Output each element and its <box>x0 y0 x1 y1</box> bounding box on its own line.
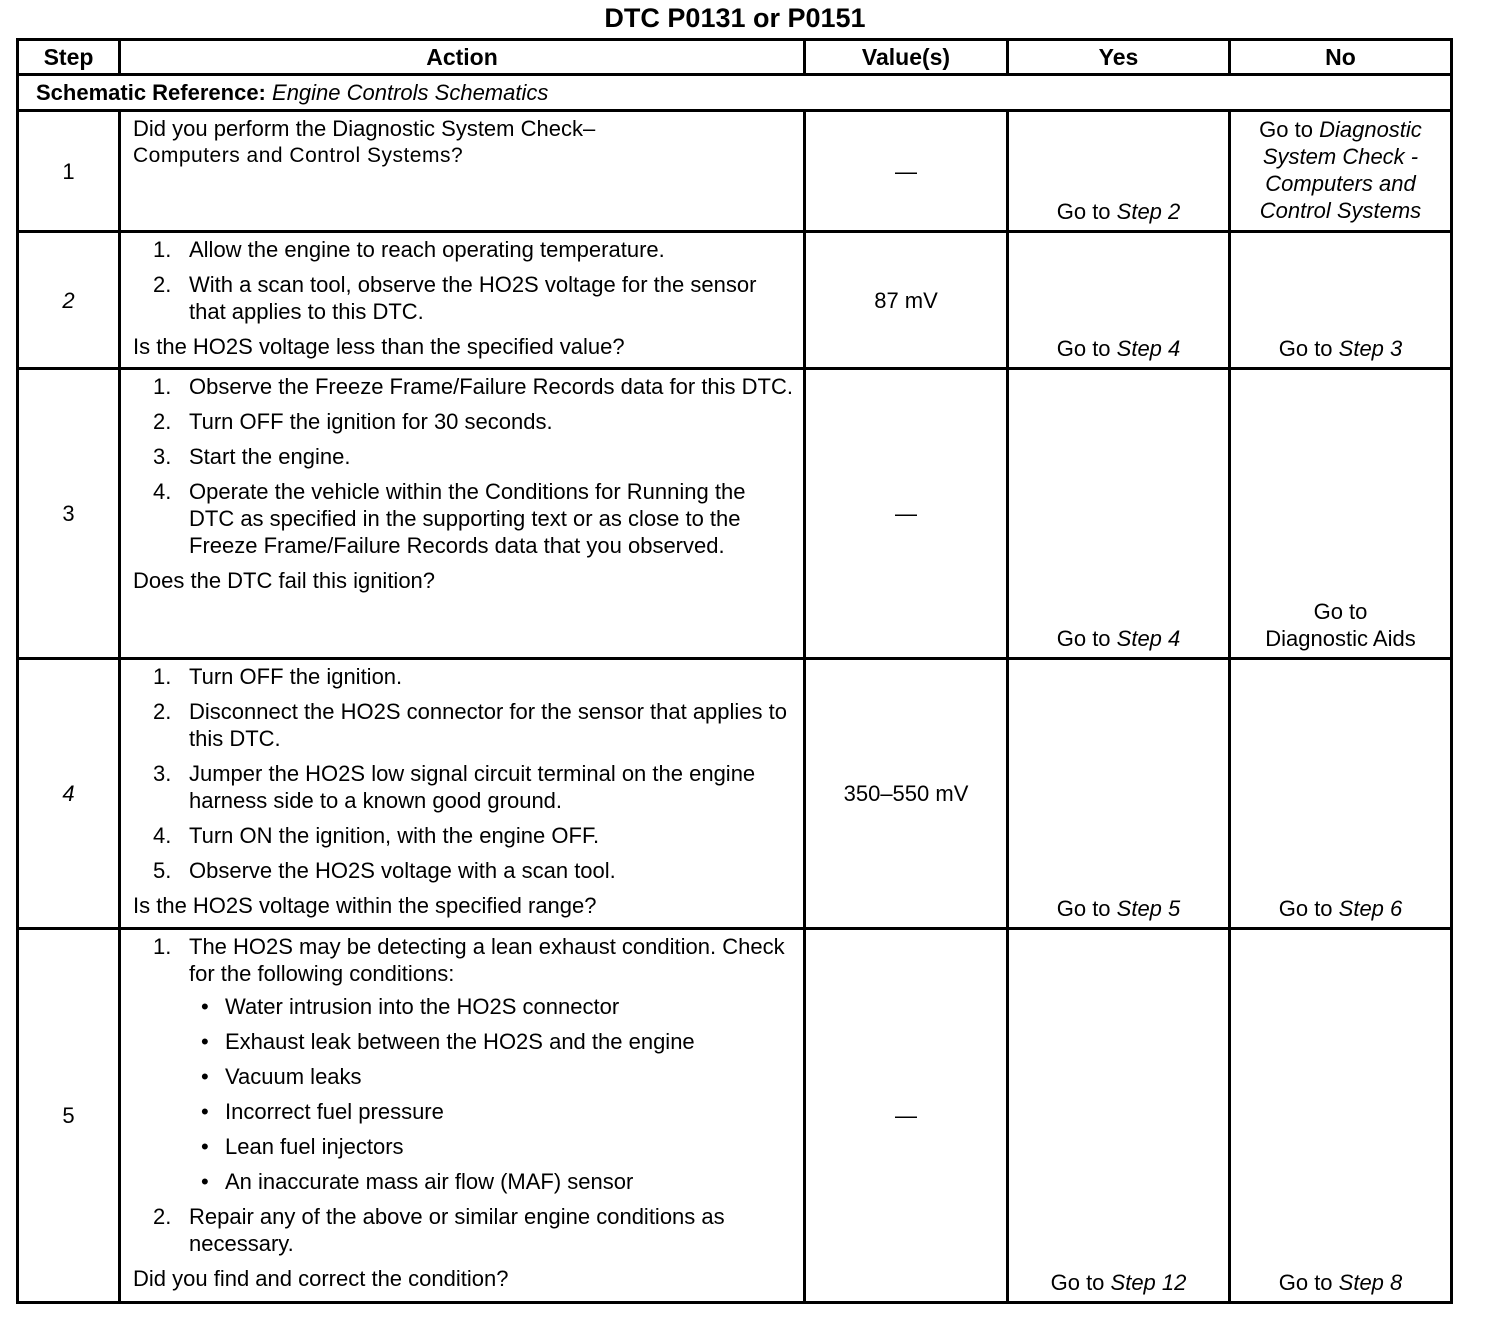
action-question: Does the DTC fail this ignition? <box>133 568 436 593</box>
bullet-item: • Incorrect fuel pressure <box>189 1098 795 1125</box>
yes-prefix: Go to <box>1056 896 1117 921</box>
yes-link[interactable]: Step 4 <box>1116 626 1181 651</box>
action-list <box>133 373 795 559</box>
action-cell <box>120 111 805 232</box>
yes-prefix: Go to <box>1056 626 1117 651</box>
no-link[interactable]: System Check - <box>1262 144 1419 169</box>
list-item: 2. Turn OFF the ignition for 30 seconds. <box>153 409 553 434</box>
step-number: 4 <box>18 659 120 929</box>
no-link[interactable]: Control Systems <box>1259 198 1422 223</box>
no-cell <box>1230 111 1452 232</box>
schematic-reference <box>18 75 1452 111</box>
no-cell <box>1230 659 1452 929</box>
schematic-reference-row <box>18 75 1452 111</box>
no-cell <box>1230 929 1452 1303</box>
list-item: 2. Disconnect the HO2S connector for the sensor that applies to this DTC. <box>153 699 787 751</box>
step-number: 3 <box>18 369 120 659</box>
list-item: 4. Operate the vehicle within the Conditions for Running the DTC as specified in the supporting text or as close to the Freeze Frame/Failure Records data that you observed. <box>153 479 746 558</box>
no-prefix: Go to <box>1259 117 1320 142</box>
step-number: 2 <box>18 232 120 369</box>
action-cell <box>120 929 805 1303</box>
schematic-label: Schematic Reference: <box>36 80 266 105</box>
action-list <box>133 236 795 325</box>
action-text: Did you perform the Diagnostic System Check– <box>133 116 596 141</box>
header-action: Action <box>120 40 805 75</box>
list-item: 3. Start the engine. <box>153 444 351 469</box>
table-header-row <box>18 40 1452 75</box>
list-item: 1. Observe the Freeze Frame/Failure Records data for this DTC. <box>153 374 793 399</box>
no-prefix: Go to <box>1278 896 1339 921</box>
yes-prefix: Go to <box>1050 1270 1111 1295</box>
diagnostic-table <box>16 38 1453 1304</box>
condition-list <box>189 993 795 1195</box>
no-link[interactable]: Computers and <box>1265 171 1416 196</box>
no-cell <box>1230 369 1452 659</box>
no-link[interactable]: Step 8 <box>1338 1270 1403 1295</box>
bullet-item: • Water intrusion into the HO2S connector <box>189 993 795 1020</box>
yes-cell <box>1008 929 1230 1303</box>
bullet-item: • An inaccurate mass air flow (MAF) sensor <box>189 1168 795 1195</box>
yes-link[interactable]: Step 5 <box>1116 896 1181 921</box>
value-cell: 350–550 mV <box>805 659 1008 929</box>
action-text: Computers and Control Systems? <box>133 144 464 167</box>
table-row <box>18 232 1452 369</box>
list-item: 1. Turn OFF the ignition. <box>153 664 403 689</box>
yes-link[interactable]: Step 2 <box>1116 199 1181 224</box>
header-yes: Yes <box>1008 40 1230 75</box>
yes-prefix: Go to <box>1056 336 1117 361</box>
yes-link[interactable]: Step 12 <box>1110 1270 1187 1295</box>
action-question: Is the HO2S voltage less than the specified value? <box>133 334 625 359</box>
list-item: 1. The HO2S may be detecting a lean exhaust condition. Check for the following conditions: • Water intrusion into the HO2S connector • Exhaust leak between the HO2S and the engine • Vacuum leaks • Incorrect fuel pressure • Lean fuel injectors • An inaccurate mass air flow (MAF) sensor <box>133 933 795 1195</box>
action-question: Did you find and correct the condition? <box>133 1266 509 1291</box>
header-values: Value(s) <box>805 40 1008 75</box>
no-link[interactable]: Diagnostic Aids <box>1265 626 1416 651</box>
action-list <box>133 933 795 1257</box>
list-item: 5. Observe the HO2S voltage with a scan tool. <box>153 858 616 883</box>
bullet-item: • Vacuum leaks <box>189 1063 795 1090</box>
list-item: 2. Repair any of the above or similar engine conditions as necessary. <box>153 1204 725 1256</box>
table-row <box>18 111 1452 232</box>
action-question: Is the HO2S voltage within the specified range? <box>133 893 597 918</box>
list-item: 2. With a scan tool, observe the HO2S voltage for the sensor that applies to this DTC. <box>153 272 757 324</box>
value-cell: — <box>805 929 1008 1303</box>
no-link[interactable]: Step 6 <box>1338 896 1403 921</box>
step-number: 5 <box>18 929 120 1303</box>
table-row <box>18 369 1452 659</box>
header-step: Step <box>18 40 120 75</box>
no-prefix: Go to <box>1278 1270 1339 1295</box>
value-cell: — <box>805 111 1008 232</box>
action-list <box>133 663 795 884</box>
yes-prefix: Go to <box>1056 199 1117 224</box>
header-no: No <box>1230 40 1452 75</box>
page-title: DTC P0131 or P0151 <box>604 3 866 33</box>
no-link[interactable]: Step 3 <box>1338 336 1403 361</box>
bullet-item: • Exhaust leak between the HO2S and the engine <box>189 1028 795 1055</box>
yes-link[interactable]: Step 4 <box>1116 336 1181 361</box>
no-link[interactable]: Diagnostic <box>1319 117 1422 142</box>
action-cell <box>120 369 805 659</box>
bullet-item: • Lean fuel injectors <box>189 1133 795 1160</box>
no-prefix: Go to <box>1278 336 1339 361</box>
table-row <box>18 929 1452 1303</box>
step-number: 1 <box>18 111 120 232</box>
action-cell <box>120 659 805 929</box>
list-item: 3. Jumper the HO2S low signal circuit terminal on the engine harness side to a known good ground. <box>153 761 756 813</box>
schematic-link[interactable]: Engine Controls Schematics <box>272 80 549 105</box>
list-item: 4. Turn ON the ignition, with the engine OFF. <box>153 823 600 848</box>
yes-cell <box>1008 232 1230 369</box>
no-prefix: Go to <box>1313 599 1368 624</box>
no-cell <box>1230 232 1452 369</box>
list-item: 1. Allow the engine to reach operating temperature. <box>153 237 665 262</box>
table-row <box>18 659 1452 929</box>
yes-cell <box>1008 369 1230 659</box>
action-cell <box>120 232 805 369</box>
yes-cell <box>1008 111 1230 232</box>
value-cell: 87 mV <box>805 232 1008 369</box>
value-cell: — <box>805 369 1008 659</box>
yes-cell <box>1008 659 1230 929</box>
